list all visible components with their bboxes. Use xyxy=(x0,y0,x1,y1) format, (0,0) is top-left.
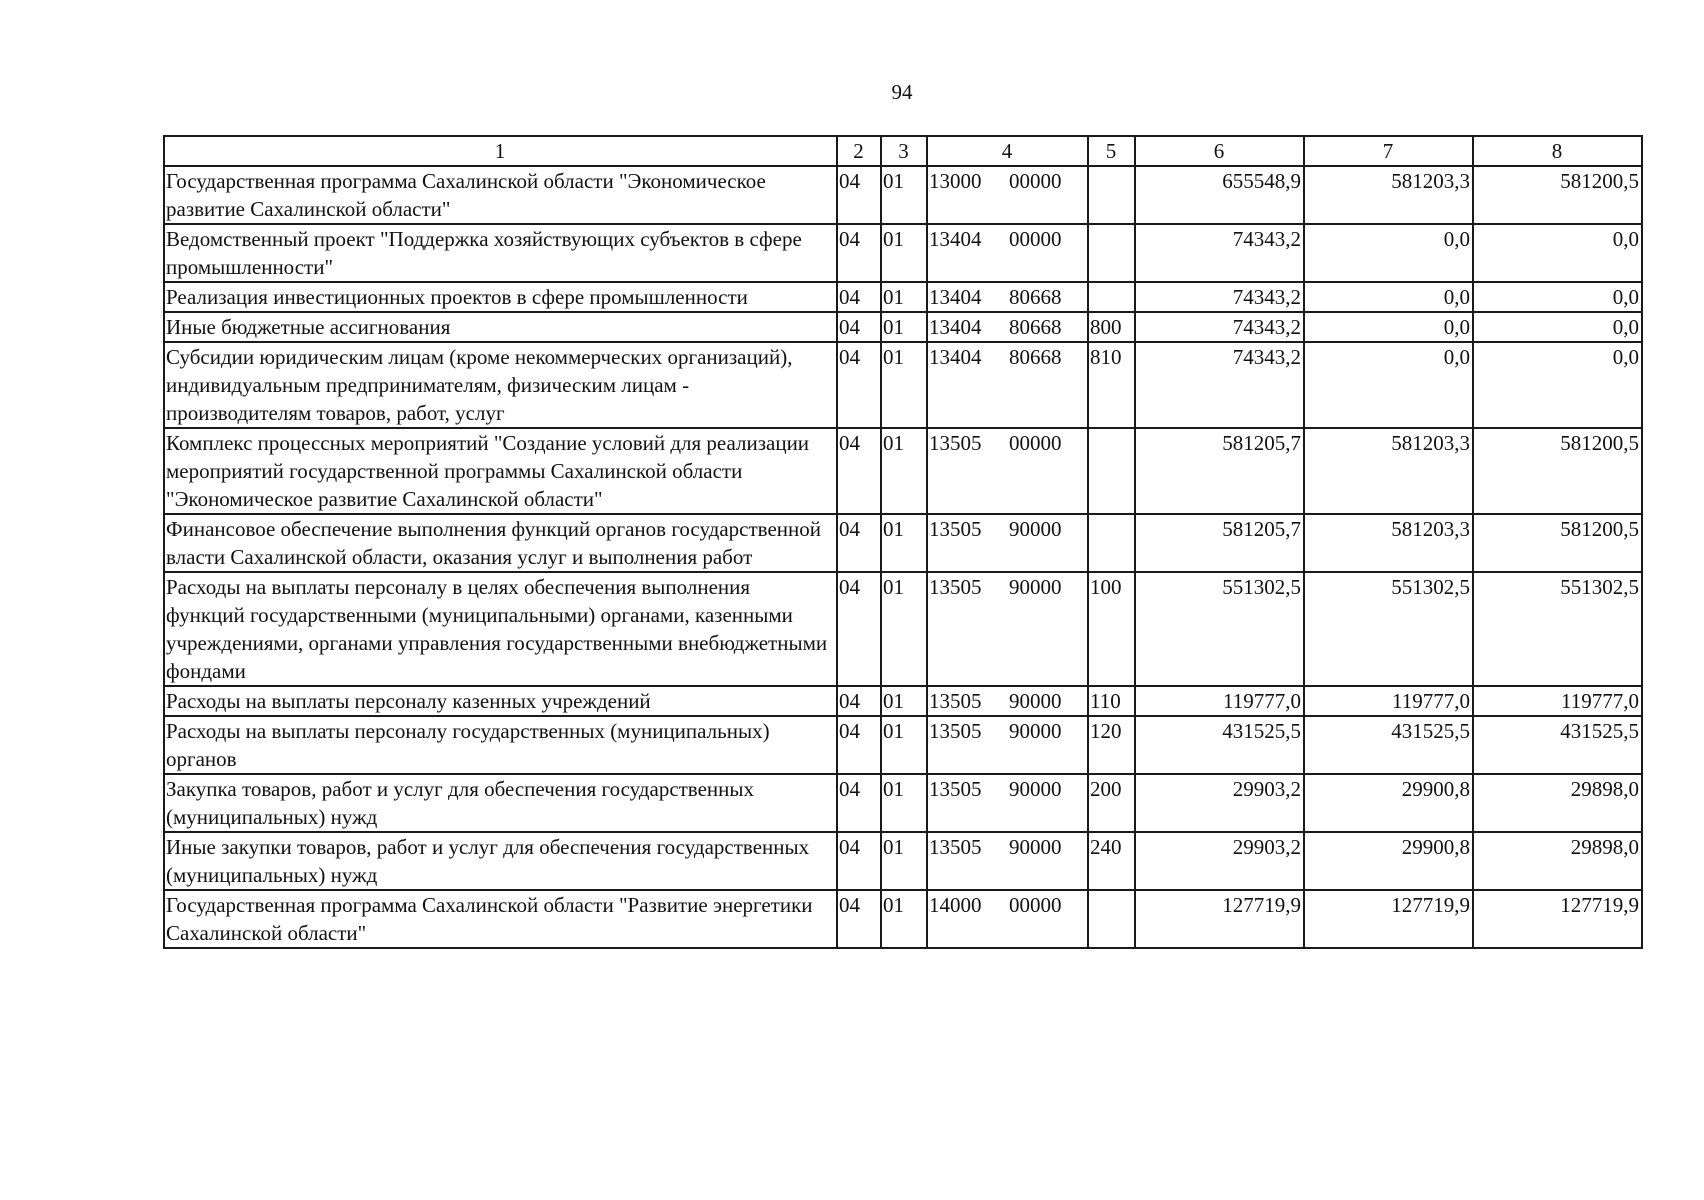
expense-type-code xyxy=(1088,890,1135,948)
amount-col-8: 581200,5 xyxy=(1473,514,1642,572)
amount-col-8: 29898,0 xyxy=(1473,832,1642,890)
subsection-code: 01 xyxy=(881,774,927,832)
amount-col-6: 581205,7 xyxy=(1135,514,1304,572)
page-number: 94 xyxy=(891,80,913,104)
target-article-direction: 90000 xyxy=(1009,777,1062,801)
table-row xyxy=(164,572,1642,686)
amount-col-7: 0,0 xyxy=(1304,282,1473,312)
target-article-program: 13505 xyxy=(929,719,982,743)
section-code: 04 xyxy=(837,890,881,948)
target-article-code xyxy=(927,428,1088,514)
item-name: Комплекс процессных мероприятий "Создание условий для реализации мероприятий государственной программы Сахалинской области "Экономическое развитие Сахалинской области" xyxy=(164,428,837,514)
target-article-direction: 80668 xyxy=(1009,345,1062,369)
expense-type-code xyxy=(1088,282,1135,312)
target-article-code xyxy=(927,312,1088,342)
target-article-direction: 80668 xyxy=(1009,315,1062,339)
target-article-direction: 00000 xyxy=(1009,169,1062,193)
column-header: 5 xyxy=(1088,136,1135,166)
amount-col-8: 581200,5 xyxy=(1473,428,1642,514)
amount-col-7: 29900,8 xyxy=(1304,832,1473,890)
subsection-code: 01 xyxy=(881,572,927,686)
expense-type-code: 810 xyxy=(1088,342,1135,428)
amount-col-6: 655548,9 xyxy=(1135,166,1304,224)
amount-col-7: 119777,0 xyxy=(1304,686,1473,716)
target-article-direction: 90000 xyxy=(1009,517,1062,541)
subsection-code: 01 xyxy=(881,224,927,282)
amount-col-6: 74343,2 xyxy=(1135,312,1304,342)
target-article-program: 13404 xyxy=(929,285,982,309)
amount-col-8: 581200,5 xyxy=(1473,166,1642,224)
item-name: Закупка товаров, работ и услуг для обеспечения государственных (муниципальных) нужд xyxy=(164,774,837,832)
section-code: 04 xyxy=(837,282,881,312)
amount-col-6: 551302,5 xyxy=(1135,572,1304,686)
target-article-program: 14000 xyxy=(929,893,982,917)
expense-type-code: 200 xyxy=(1088,774,1135,832)
amount-col-6: 581205,7 xyxy=(1135,428,1304,514)
table-row xyxy=(164,716,1642,774)
amount-col-6: 74343,2 xyxy=(1135,224,1304,282)
target-article-code xyxy=(927,832,1088,890)
subsection-code: 01 xyxy=(881,166,927,224)
section-code: 04 xyxy=(837,342,881,428)
target-article-code xyxy=(927,686,1088,716)
subsection-code: 01 xyxy=(881,716,927,774)
target-article-direction: 80668 xyxy=(1009,285,1062,309)
amount-col-7: 0,0 xyxy=(1304,224,1473,282)
amount-col-8: 0,0 xyxy=(1473,312,1642,342)
target-article-code xyxy=(927,572,1088,686)
expense-type-code: 800 xyxy=(1088,312,1135,342)
target-article-direction: 90000 xyxy=(1009,719,1062,743)
item-name: Ведомственный проект "Поддержка хозяйствующих субъектов в сфере промышленности" xyxy=(164,224,837,282)
item-name: Иные бюджетные ассигнования xyxy=(164,312,837,342)
table-row xyxy=(164,774,1642,832)
column-header: 2 xyxy=(837,136,881,166)
target-article-direction: 90000 xyxy=(1009,689,1062,713)
table-row xyxy=(164,224,1642,282)
section-code: 04 xyxy=(837,774,881,832)
amount-col-7: 431525,5 xyxy=(1304,716,1473,774)
amount-col-8: 0,0 xyxy=(1473,342,1642,428)
table-row xyxy=(164,686,1642,716)
section-code: 04 xyxy=(837,832,881,890)
amount-col-7: 127719,9 xyxy=(1304,890,1473,948)
subsection-code: 01 xyxy=(881,832,927,890)
table-row xyxy=(164,166,1642,224)
amount-col-8: 119777,0 xyxy=(1473,686,1642,716)
target-article-direction: 90000 xyxy=(1009,575,1062,599)
target-article-program: 13404 xyxy=(929,227,982,251)
amount-col-7: 581203,3 xyxy=(1304,428,1473,514)
amount-col-6: 74343,2 xyxy=(1135,342,1304,428)
target-article-direction: 90000 xyxy=(1009,835,1062,859)
amount-col-7: 581203,3 xyxy=(1304,166,1473,224)
subsection-code: 01 xyxy=(881,890,927,948)
amount-col-7: 551302,5 xyxy=(1304,572,1473,686)
budget-table xyxy=(163,135,1643,949)
item-name: Иные закупки товаров, работ и услуг для обеспечения государственных (муниципальных) нужд xyxy=(164,832,837,890)
target-article-direction: 00000 xyxy=(1009,431,1062,455)
expense-type-code xyxy=(1088,428,1135,514)
table-row xyxy=(164,514,1642,572)
column-header: 4 xyxy=(927,136,1088,166)
amount-col-7: 29900,8 xyxy=(1304,774,1473,832)
table-row xyxy=(164,890,1642,948)
amount-col-7: 581203,3 xyxy=(1304,514,1473,572)
amount-col-8: 127719,9 xyxy=(1473,890,1642,948)
table-row xyxy=(164,428,1642,514)
column-header: 8 xyxy=(1473,136,1642,166)
table-row xyxy=(164,282,1642,312)
amount-col-8: 431525,5 xyxy=(1473,716,1642,774)
expense-type-code xyxy=(1088,514,1135,572)
amount-col-7: 0,0 xyxy=(1304,342,1473,428)
amount-col-6: 127719,9 xyxy=(1135,890,1304,948)
item-name: Расходы на выплаты персоналу в целях обеспечения выполнения функций государственными (муниципальными) органами, казенными учреждениями, органами управления государственными внебюджетными фондами xyxy=(164,572,837,686)
target-article-program: 13505 xyxy=(929,777,982,801)
item-name: Субсидии юридическим лицам (кроме некоммерческих организаций), индивидуальным предпринимателям, физическим лицам - производителям товаров, работ, услуг xyxy=(164,342,837,428)
target-article-code xyxy=(927,224,1088,282)
target-article-code xyxy=(927,716,1088,774)
table-row xyxy=(164,342,1642,428)
expense-type-code: 100 xyxy=(1088,572,1135,686)
section-code: 04 xyxy=(837,224,881,282)
target-article-program: 13505 xyxy=(929,689,982,713)
column-header: 3 xyxy=(881,136,927,166)
amount-col-6: 119777,0 xyxy=(1135,686,1304,716)
amount-col-6: 29903,2 xyxy=(1135,832,1304,890)
target-article-code xyxy=(927,890,1088,948)
subsection-code: 01 xyxy=(881,282,927,312)
amount-col-8: 551302,5 xyxy=(1473,572,1642,686)
target-article-program: 13505 xyxy=(929,517,982,541)
item-name: Расходы на выплаты персоналу государственных (муниципальных) органов xyxy=(164,716,837,774)
section-code: 04 xyxy=(837,312,881,342)
section-code: 04 xyxy=(837,572,881,686)
section-code: 04 xyxy=(837,716,881,774)
target-article-program: 13404 xyxy=(929,345,982,369)
target-article-code xyxy=(927,342,1088,428)
expense-type-code: 120 xyxy=(1088,716,1135,774)
item-name: Реализация инвестиционных проектов в сфере промышленности xyxy=(164,282,837,312)
amount-col-6: 74343,2 xyxy=(1135,282,1304,312)
expense-type-code: 110 xyxy=(1088,686,1135,716)
amount-col-7: 0,0 xyxy=(1304,312,1473,342)
item-name: Государственная программа Сахалинской области "Экономическое развитие Сахалинской области" xyxy=(164,166,837,224)
expense-type-code xyxy=(1088,224,1135,282)
section-code: 04 xyxy=(837,166,881,224)
target-article-code xyxy=(927,166,1088,224)
column-header: 6 xyxy=(1135,136,1304,166)
table-row xyxy=(164,312,1642,342)
expense-type-code xyxy=(1088,166,1135,224)
amount-col-8: 29898,0 xyxy=(1473,774,1642,832)
section-code: 04 xyxy=(837,686,881,716)
target-article-direction: 00000 xyxy=(1009,227,1062,251)
expense-type-code: 240 xyxy=(1088,832,1135,890)
header-row xyxy=(164,136,1642,166)
target-article-program: 13404 xyxy=(929,315,982,339)
subsection-code: 01 xyxy=(881,514,927,572)
amount-col-6: 29903,2 xyxy=(1135,774,1304,832)
target-article-program: 13000 xyxy=(929,169,982,193)
column-header: 1 xyxy=(164,136,837,166)
subsection-code: 01 xyxy=(881,312,927,342)
item-name: Расходы на выплаты персоналу казенных учреждений xyxy=(164,686,837,716)
target-article-code xyxy=(927,282,1088,312)
subsection-code: 01 xyxy=(881,342,927,428)
table-row xyxy=(164,832,1642,890)
subsection-code: 01 xyxy=(881,686,927,716)
table-body xyxy=(164,166,1642,948)
target-article-program: 13505 xyxy=(929,431,982,455)
section-code: 04 xyxy=(837,514,881,572)
target-article-program: 13505 xyxy=(929,835,982,859)
amount-col-6: 431525,5 xyxy=(1135,716,1304,774)
target-article-direction: 00000 xyxy=(1009,893,1062,917)
amount-col-8: 0,0 xyxy=(1473,282,1642,312)
subsection-code: 01 xyxy=(881,428,927,514)
item-name: Финансовое обеспечение выполнения функций органов государственной власти Сахалинской области, оказания услуг и выполнения работ xyxy=(164,514,837,572)
item-name: Государственная программа Сахалинской области "Развитие энергетики Сахалинской области" xyxy=(164,890,837,948)
column-header: 7 xyxy=(1304,136,1473,166)
section-code: 04 xyxy=(837,428,881,514)
amount-col-8: 0,0 xyxy=(1473,224,1642,282)
target-article-code xyxy=(927,514,1088,572)
target-article-program: 13505 xyxy=(929,575,982,599)
target-article-code xyxy=(927,774,1088,832)
